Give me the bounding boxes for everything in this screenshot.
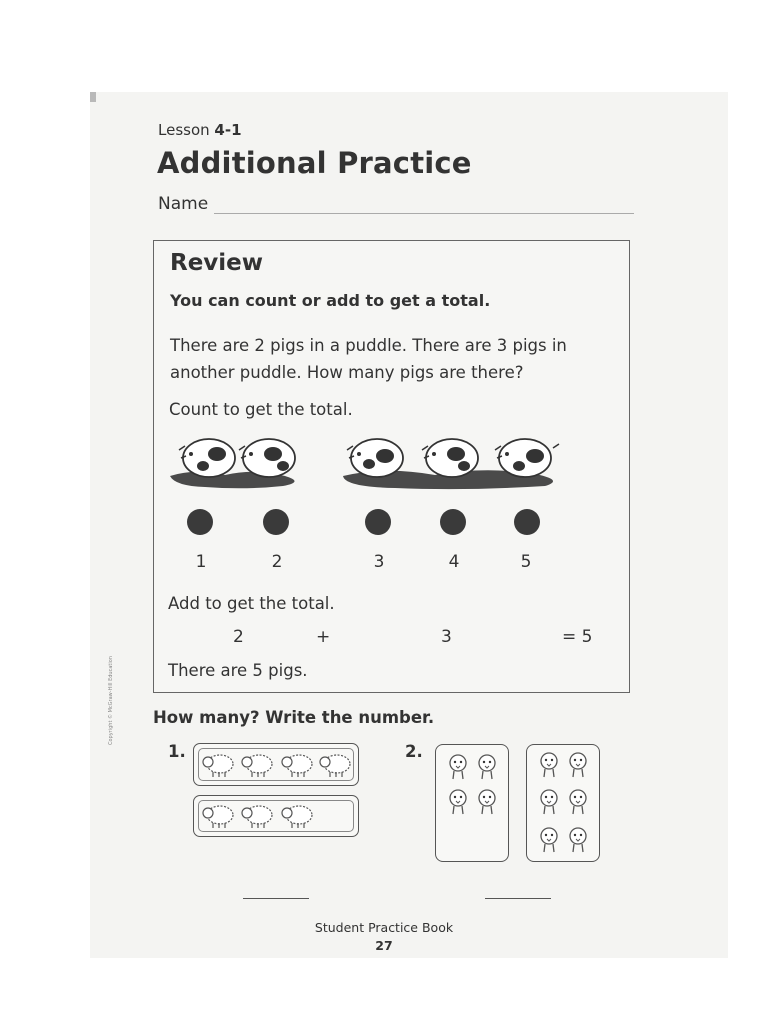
question-1-label: 1. — [168, 742, 186, 761]
chick-icon — [537, 787, 561, 817]
footer-page-number: 27 — [375, 938, 393, 953]
equation-addend-a: 2 — [233, 627, 244, 647]
lesson-number: 4-1 — [214, 121, 242, 139]
name-write-line[interactable] — [214, 213, 634, 214]
count-number: 2 — [271, 552, 283, 572]
sheep-icon — [201, 802, 235, 830]
sheep-icon — [201, 751, 235, 779]
review-title: Review — [170, 250, 264, 276]
chick-icon — [446, 787, 470, 817]
exercise-instruction: How many? Write the number. — [153, 708, 435, 727]
chick-icon — [475, 787, 499, 817]
chick-icon — [446, 752, 470, 782]
name-label: Name — [158, 194, 209, 214]
count-number: 4 — [448, 552, 460, 572]
sheep-icon — [280, 802, 314, 830]
counter-dot — [187, 509, 213, 535]
sheep-icon — [240, 802, 274, 830]
chick-icon — [537, 825, 561, 855]
review-lead: You can count or add to get a total. — [170, 291, 491, 310]
count-label: Count to get the total. — [169, 400, 353, 419]
equation-plus-sign: + — [316, 627, 331, 647]
scan-edge-mark — [90, 92, 96, 102]
sheep-icon — [280, 751, 314, 779]
lesson-label — [158, 121, 242, 139]
counter-dot — [365, 509, 391, 535]
lesson-prefix: Lesson — [158, 121, 210, 139]
pig-icon — [347, 439, 403, 477]
sheep-icon — [240, 751, 274, 779]
page-title: Additional Practice — [157, 146, 472, 180]
review-story: There are 2 pigs in a puddle. There are 3 pigs in another puddle. How many pigs are there? — [170, 336, 567, 382]
chick-icon — [537, 750, 561, 780]
question-1-answer-line[interactable] — [243, 898, 309, 899]
sheep-icon — [318, 751, 352, 779]
count-number: 1 — [195, 552, 207, 572]
review-conclusion: There are 5 pigs. — [168, 661, 308, 680]
count-number: 3 — [373, 552, 385, 572]
counter-dot — [263, 509, 289, 535]
chick-icon — [566, 787, 590, 817]
count-number: 5 — [520, 552, 532, 572]
pig-icon — [239, 439, 295, 477]
chick-icon — [566, 750, 590, 780]
copyright-note: Copyright © McGraw-Hill Education — [108, 656, 114, 745]
counter-dot — [440, 509, 466, 535]
chick-icon — [475, 752, 499, 782]
footer-book-title: Student Practice Book — [314, 920, 454, 935]
pig-icon — [422, 439, 478, 477]
equation-result: = 5 — [562, 627, 593, 647]
add-label: Add to get the total. — [168, 594, 335, 613]
pig-icon — [179, 439, 235, 477]
equation-addend-b: 3 — [441, 627, 452, 647]
counter-dot — [514, 509, 540, 535]
question-2-label: 2. — [405, 742, 423, 761]
question-2-answer-line[interactable] — [485, 898, 551, 899]
pigs-in-puddles-illustration — [165, 430, 575, 490]
chick-icon — [566, 825, 590, 855]
